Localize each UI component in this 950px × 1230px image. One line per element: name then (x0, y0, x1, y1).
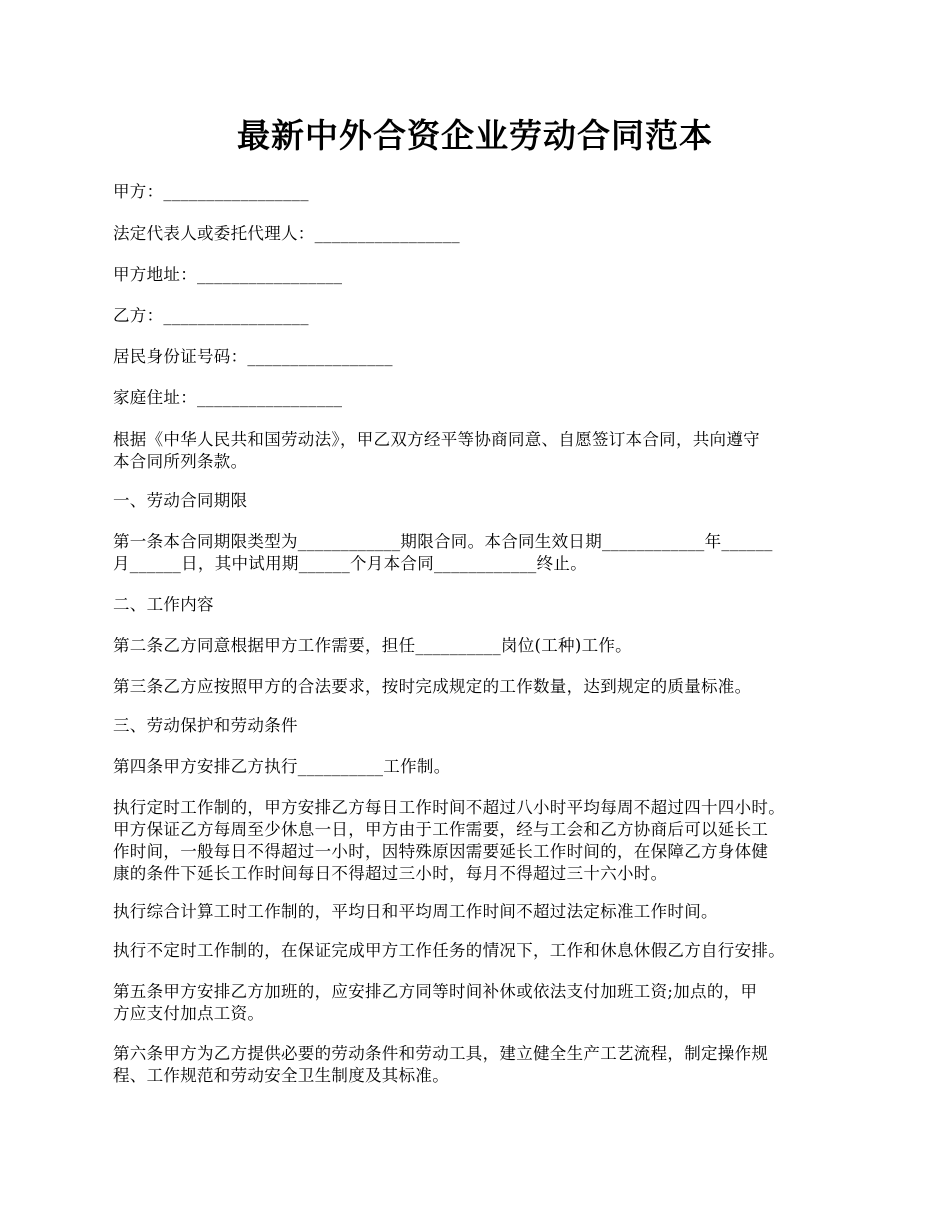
home-address-field: 家庭住址：_________________ (113, 388, 343, 407)
section-heading: 一、劳动合同期限 (113, 491, 248, 510)
article-paragraph: 第六条甲方为乙方提供必要的劳动条件和劳动工具，建立健全生产工艺流程，制定操作规 程、工作规范和劳动安全卫生制度及其标准。 (113, 1044, 769, 1085)
legal-representative-field: 法定代表人或委托代理人：_________________ (113, 224, 460, 243)
party-b-field: 乙方：_________________ (113, 306, 309, 325)
body-paragraph: 执行不定时工作制的，在保证完成甲方工作任务的情况下，工作和休息休假乙方自行安排。 (113, 941, 785, 960)
party-a-address-field: 甲方地址：_________________ (113, 265, 343, 284)
party-a-field: 甲方：_________________ (113, 182, 309, 201)
section-heading: 二、工作内容 (113, 595, 214, 614)
preamble-paragraph: 根据《中华人民共和国劳动法》，甲乙双方经平等协商同意、自愿签订本合同，共向遵守 本合同所列条款。 (113, 430, 760, 471)
article-paragraph: 第三条乙方应按照甲方的合法要求，按时完成规定的工作数量，达到规定的质量标准。 (113, 677, 752, 696)
document-title: 最新中外合资企业劳动合同范本 (237, 116, 713, 155)
body-paragraph: 执行定时工作制的，甲方安排乙方每日工作时间不超过八小时平均每周不超过四十四小时。 甲方保证乙方每周至少休息一日，甲方由于工作需要，经与工会和乙方协商后可以延长工 作时间，一般每日不得超过一小时，因特殊原因需要延长工作时间的，在保障乙方身体健 康的条件下延长工作时间每日不得超过三小时，每月不得超过三十六小时。 (113, 798, 785, 883)
section-heading: 三、劳动保护和劳动条件 (113, 716, 298, 735)
id-number-field: 居民身份证号码：_________________ (113, 347, 393, 366)
article-paragraph: 第一条本合同期限类型为____________期限合同。本合同生效日期____________年______ 月______日，其中试用期______个月本合同____________终止。 (113, 532, 773, 573)
article-paragraph: 第二条乙方同意根据甲方工作需要，担任__________岗位(工种)工作。 (113, 636, 632, 655)
article-paragraph: 第五条甲方安排乙方加班的，应安排乙方同等时间补休或依法支付加班工资;加点的，甲 方应支付加点工资。 (113, 982, 758, 1023)
body-paragraph: 执行综合计算工时工作制的，平均日和平均周工作时间不超过法定标准工作时间。 (113, 902, 718, 921)
article-paragraph: 第四条甲方安排乙方执行__________工作制。 (113, 757, 451, 776)
